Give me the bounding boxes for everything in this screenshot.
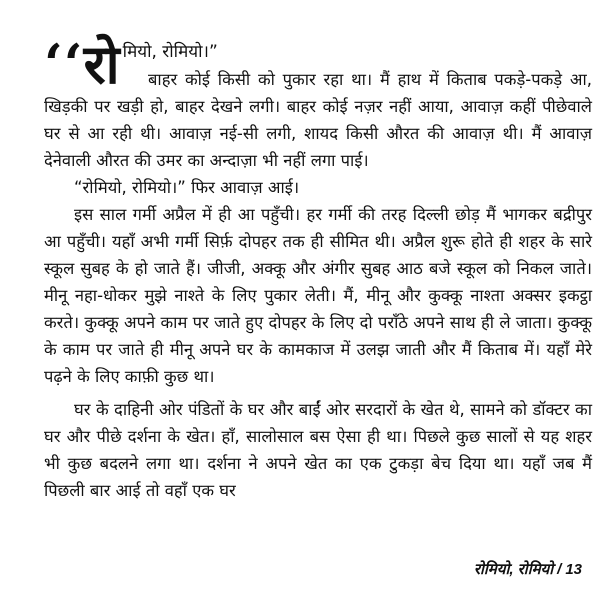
body-text <box>44 66 592 504</box>
page-footer <box>474 559 582 579</box>
paragraph-4: घर के दाहिनी ओर पंडितों के घर और बाईं ओर सरदारों के खेत थे, सामने को डॉक्टर का घर और पीछे दर्शना के खेत। हाँ, सालोसाल बस ऐसा ही था। पिछले कुछ सालों से यह शहर भी कुछ बदलने लगा था। दर्शना ने अपने खेत का एक टुकड़ा बेच दिया था। यहाँ जब मैं पिछली बार आई तो वहाँ एक घर <box>44 400 592 500</box>
footer-separator: / <box>557 561 562 578</box>
drop-cap: ‘‘रो <box>44 32 121 96</box>
paragraph-3: इस साल गर्मी अप्रैल में ही आ पहुँची। हर गर्मी की तरह दिल्ली छोड़ मैं भागकर बद्रीपुर आ पहुँची। यहाँ अभी गर्मी सिर्फ़ दोपहर तक ही सीमित थी। अप्रैल शुरू होते ही शहर के सारे स्कूल सुबह के हो जाते हैं। जीजी, अक्कू और अंगीर सुबह आठ बजे स्कूल को निकल जाते। मीनू नहा-धोकर मुझे नाश्ते के लिए पुकार लेती। मैं, मीनू और कुक्कू नाश्ता अक्सर इकट्ठा करते। कुक्कू अपने काम पर जाते हुए दोपहर के लिए दो पराँठे अपने साथ ही ले जाता। कुक्कू के काम पर जाते ही मीनू अपने घर के कामकाज में उलझ जाती और मैं किताब में। यहाँ मेरे पढ़ने के लिए काफ़ी कुछ था। <box>44 205 592 386</box>
running-title: रोमियो, रोमियो <box>473 561 554 578</box>
opening-line-rest: मियो, रोमियो।” <box>122 42 218 62</box>
page-number: 13 <box>565 561 582 578</box>
paragraph-1: बाहर कोई किसी को पुकार रहा था। मैं हाथ में किताब पकड़े-पकड़े आ, खिड़की पर खड़ी हो, बाहर देखने लगी। बाहर कोई नज़र नहीं आया, आवाज़ कहीं पीछेवाले घर से आ रही थी। आवाज़ नई-सी लगी, शायद किसी औरत की आवाज़ थी। मैं आवाज़ देनेवाली औरत की उमर का अन्दाज़ा भी नहीं लगा पाई। <box>44 70 592 170</box>
paragraph-2: “रोमियो, रोमियो।” फिर आवाज़ आई। <box>74 178 300 197</box>
